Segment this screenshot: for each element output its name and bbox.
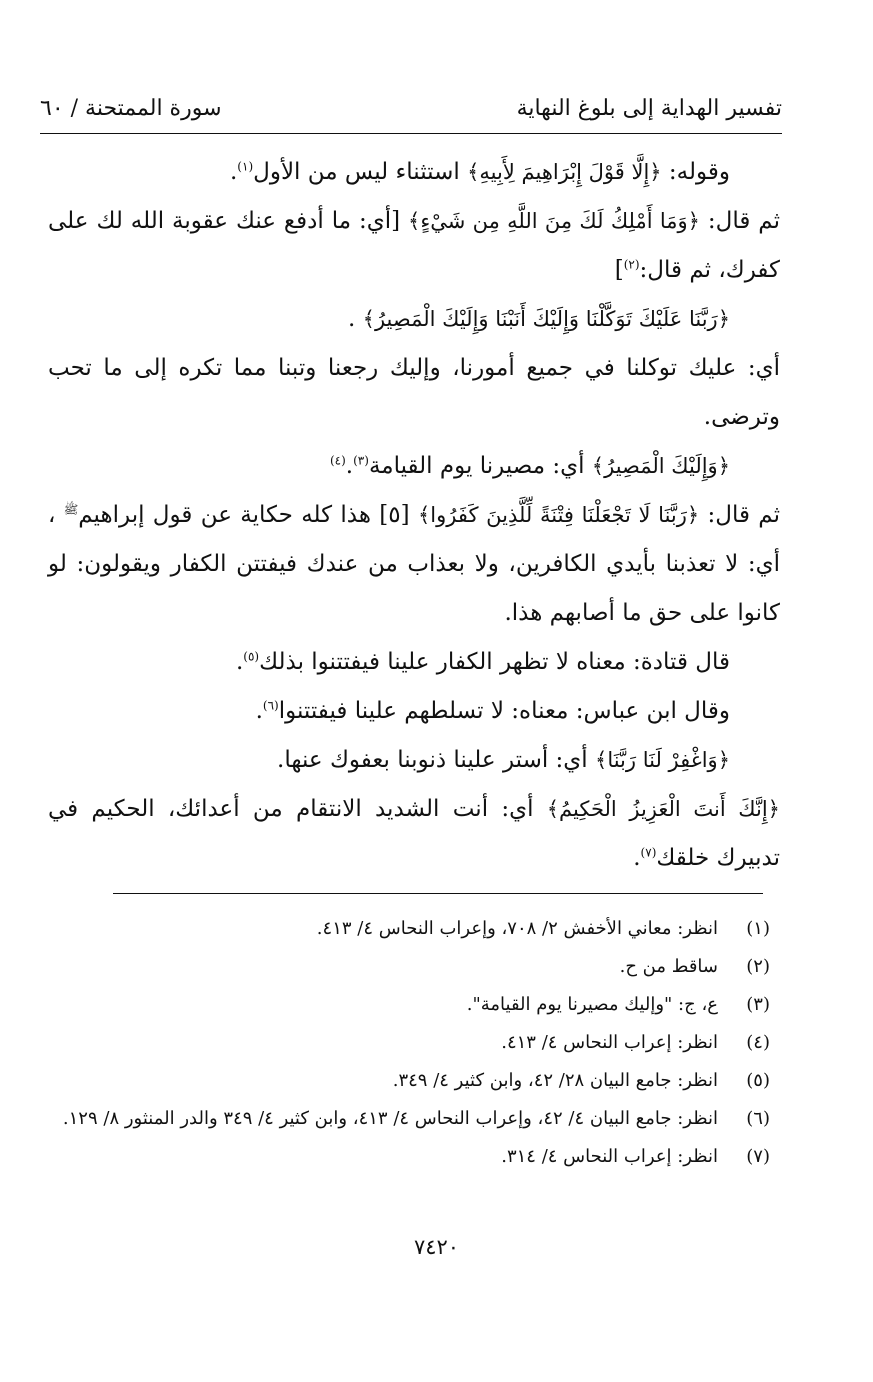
- footnote: [40, 986, 770, 1024]
- text-run: [أي: ما أدفع عنك عقوبة الله لك على كفرك، ثم قال:: [48, 208, 780, 283]
- text-run: .: [229, 159, 238, 185]
- text-run: [٥] هذا كله حكاية عن قول إبراهيم: [78, 502, 418, 528]
- text-run: أي: أستر علينا ذنوبنا بعفوك عنها.: [277, 747, 596, 773]
- text-run: ، أي: لا تعذبنا بأيدي الكافرين، ولا بعذاب من عندك فيفتتن الكفار ويقولون: لو كانوا على حق ما أصابهم هذا.: [48, 502, 780, 626]
- text-run: ]: [614, 257, 624, 283]
- text-run: .: [633, 845, 641, 871]
- footnote-text: ساقط من ح.: [619, 956, 718, 977]
- paragraph-5: [48, 442, 780, 491]
- footnote-text: انظر: جامع البيان ٢٨/ ٤٢، وابن كثير ٤/ ٣٤٩.: [392, 1070, 718, 1091]
- text-run: أي: أنت الشديد الانتقام من أعدائك، الحكيم في تدبيرك خلقك: [48, 796, 780, 871]
- footnote-ref: (٢): [623, 257, 640, 272]
- footnote-number: (٣): [746, 994, 770, 1015]
- footnote: [40, 1024, 770, 1062]
- footnote: [40, 948, 770, 986]
- paragraph-3: [48, 295, 780, 344]
- footnote-number: (٦): [746, 1108, 770, 1129]
- paragraph-1: [48, 148, 780, 197]
- footnote-ref: (٧): [640, 845, 657, 860]
- paragraph-10: [48, 785, 780, 883]
- footnote-number: (٥): [746, 1070, 770, 1091]
- footnote-text: انظر: معاني الأخفش ٢/ ٧٠٨، وإعراب النحاس ٤/ ٤١٣.: [316, 918, 718, 939]
- page-number: ٧٤٢٠: [413, 1235, 460, 1259]
- paragraph-4: أي: عليك توكلنا في جميع أمورنا، وإليك رجعنا وتبنا مما تكره إلى ما تحب وترضى.: [48, 355, 780, 430]
- footnote-text: انظر: إعراب النحاس ٤/ ٣١٤.: [501, 1146, 718, 1167]
- text-run: وقوله:: [661, 159, 730, 185]
- text-run: .: [345, 453, 354, 479]
- footnote-text: انظر: جامع البيان ٤/ ٤٢، وإعراب النحاس ٤/ ٤١٣، وابن كثير ٤/ ٣٤٩ والدر المنثور ٨/ ١٢٩.: [62, 1108, 718, 1129]
- text-run: استثناء ليس من الأول: [253, 159, 468, 185]
- paragraph-9: [48, 736, 780, 785]
- footnote-text: انظر: إعراب النحاس ٤/ ٤١٣.: [501, 1032, 718, 1053]
- footnote-text: ع، ج: "وإليك مصيرنا يوم القيامة".: [466, 994, 718, 1015]
- footnote-ref: (٥): [243, 649, 260, 664]
- quran-verse: ﴿رَبَّنَا عَلَيْكَ تَوَكَّلْنَا وَإِلَيْكَ أَنَبْنَا وَإِلَيْكَ الْمَصِيرُ﴾: [362, 307, 730, 331]
- quran-verse: ﴿إِلَّا قَوْلَ إِبْرَاهِيمَ لِأَبِيهِ﴾: [467, 160, 662, 184]
- footnote-number: (٢): [746, 956, 770, 977]
- footnote-ref: (٣): [353, 453, 369, 468]
- text-run: قال قتادة: معناه لا تظهر الكفار علينا فيفتتنوا بذلك: [259, 649, 730, 675]
- footnote-number: (١): [746, 918, 770, 939]
- paragraph-2: [48, 197, 780, 295]
- salutation-symbol: ﷺ: [63, 502, 79, 517]
- paragraph-7: [48, 638, 780, 687]
- text-run: وقال ابن عباس: معناه: لا تسلطهم علينا فيفتتنوا: [278, 698, 730, 724]
- footnote-number: (٧): [746, 1146, 770, 1167]
- footnote: [40, 1138, 770, 1176]
- footnote-ref: (٦): [262, 698, 279, 713]
- header-divider: [40, 133, 782, 134]
- footnote-number: (٤): [746, 1032, 770, 1053]
- text-run: ثم قال:: [699, 208, 780, 234]
- surah-page-label: سورة الممتحنة / ٦٠: [40, 96, 222, 121]
- footnote: [40, 1100, 770, 1138]
- footnote: [40, 1062, 770, 1100]
- footnote: [40, 910, 770, 948]
- quran-verse: ﴿إِنَّكَ أَنتَ الْعَزِيزُ الْحَكِيمُ﴾: [546, 797, 780, 821]
- footnote-divider: [113, 893, 763, 894]
- main-text: [48, 148, 780, 883]
- text-run: .: [348, 306, 363, 332]
- quran-verse: ﴿وَإِلَيْكَ الْمَصِيرُ﴾: [591, 454, 730, 478]
- book-title: تفسير الهداية إلى بلوغ النهاية: [516, 96, 782, 121]
- footnote-ref: (١): [237, 159, 254, 174]
- text-run: ثم قال:: [699, 502, 781, 528]
- paragraph-8: [48, 687, 780, 736]
- footnote-ref: (٤): [329, 453, 346, 468]
- running-header: [40, 92, 782, 126]
- quran-verse: ﴿وَمَا أَمْلِكُ لَكَ مِنَ اللَّهِ مِن شَيْءٍ﴾: [408, 209, 700, 233]
- text-run: .: [235, 649, 244, 675]
- text-run: .: [255, 698, 263, 724]
- quran-verse: ﴿وَاغْفِرْ لَنَا رَبَّنَا﴾: [595, 748, 730, 772]
- quran-verse: ﴿رَبَّنَا لَا تَجْعَلْنَا فِتْنَةً لِّلَّذِينَ كَفَرُوا﴾: [417, 503, 700, 527]
- text-run: أي: مصيرنا يوم القيامة: [368, 453, 592, 479]
- paragraph-6: [48, 491, 780, 638]
- footnotes: [40, 910, 770, 1176]
